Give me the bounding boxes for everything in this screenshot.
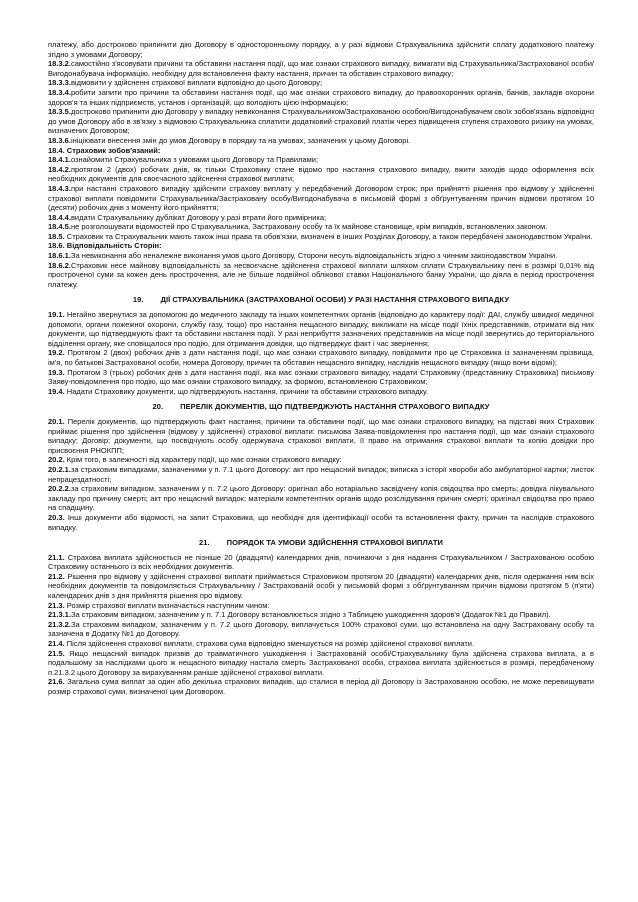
clause-paragraph xyxy=(48,387,594,397)
clause-number: 18.4.4. xyxy=(48,212,71,222)
clause-paragraph xyxy=(48,553,594,572)
clause-paragraph xyxy=(48,601,594,611)
clause-number: 18.6.1. xyxy=(48,251,71,261)
clause-number: 18.6.2. xyxy=(48,260,71,270)
clause-number: 21.3. xyxy=(48,600,65,610)
clause-text: Перелік документів, що підтверджують факт настання, причини та обставини події, що має ознаки страхового випадку, на підставі яких Страховик приймає рішення про здійснення (відмову у здійсненні) страхової виплати: письмова Заява-повідомлення про настання події, що має ознаки страхового випадку; Договір; документи, що посвідчують особу одержувача страхової виплати, її право на отримання страхової виплати та копію довідки про присвоєння РНОКПП; xyxy=(48,416,594,455)
clause-number: 18.3.6. xyxy=(48,135,71,145)
clause-number: 18.4. xyxy=(48,145,65,155)
section-heading: 19. ДІЇ СТРАХУВАЛЬНИКА (ЗАСТРАХОВАНОЇ ОСОБИ) У РАЗІ НАСТАННЯ СТРАХОВОГО ВИПАДКУ xyxy=(132,295,510,305)
clause-paragraph xyxy=(48,455,594,465)
clause-paragraph xyxy=(48,484,594,513)
clause-paragraph xyxy=(48,88,594,107)
clause-number: 19.4. xyxy=(48,386,65,396)
clause-text: За страховим випадком, зазначеним у п. 7.1 Договору встановлюється згідно з Таблицею ушкодження здоров'я (Додаток №1 до Правил). xyxy=(70,610,551,620)
clause-number: 21.5. xyxy=(48,648,65,658)
clause-number: 20.2.2. xyxy=(48,484,71,494)
clause-paragraph xyxy=(48,610,594,620)
clause-text: самостійно з'ясовувати причини та обставини настання події, що має ознаки страхового випадку, вимагати від Страхувальника/Застрахованої особи/Вигодонабувача інформацію, необхідну для встановлення факту настання, причин та обставин страхового випадку; xyxy=(48,59,594,78)
clause-paragraph xyxy=(48,620,594,639)
clause-text: Розмір страхової виплати визначається наступним чином: xyxy=(66,600,270,610)
clause-number: 18.3.3. xyxy=(48,78,71,88)
clause-paragraph xyxy=(48,107,594,136)
clause-paragraph xyxy=(48,261,594,290)
clause-paragraph xyxy=(48,348,594,367)
clause-text: Протягом 3 (трьох) робочих днів з дати настання події, яка має ознаки страхового випадку, надати Страховику (представнику Страховика) письмову Заяву-повідомлення про подію, що має ознаки страхового випадку, за формою, встановленою Страховиком; xyxy=(48,367,594,387)
clause-number: 19.3. xyxy=(48,367,65,377)
clause-paragraph xyxy=(48,155,594,165)
clause-paragraph xyxy=(48,513,594,532)
clause-text: За страховим випадком, зазначеним у п. 7.2 цього Договору, виплачується 100% страхової суми, що встановлена на одну Застраховану особу та зазначена в Додатку №1 до Договору. xyxy=(48,619,594,639)
clause-text: протягом 2 (двох) робочих днів, як тільки Страховику стане відомо про настання страхового випадку, вжити заходів щодо оформлення всіх необхідних документів для своєчасного здійснення страхової виплати; xyxy=(48,164,594,184)
clause-text: Страховик несе майнову відповідальність за несвоєчасне здійснення страхової виплати шляхом сплати Страхувальнику пені в розмірі 0,01% від простроченої суми за кожен день прострочення, але не більше подвійної облікової ставки Національного банку України, що діяла в період прострочення платежу. xyxy=(48,260,594,289)
clause-text: за страховим випадком, зазначеним у п. 7.2 цього Договору: оригінал або нотаріально засвідчену копія свідоцтва про смерть; довідка лікувального закладу про причину смерті; акт про нещасний випадок; матеріали компетентних органів щодо розслідування причин смерті; оригінал свідоцтва про право на спадщину. xyxy=(48,484,594,513)
clause-text: Якщо нещасний випадок призвів до травматичного ушкодження і Застрахованій особі/Страхувальнику була здійснена страхова виплата, а в подальшому за наслідками цього ж нещасного випадку настала смерть Застрахованої особи, страхова виплата здійснюється в розмірі, передбаченому п.21.3.2 цього Договору за вирахуванням раніше здійсненої страхової виплати. xyxy=(48,648,594,677)
clause-paragraph xyxy=(48,146,594,156)
clause-text: Відповідальність Сторін: xyxy=(66,241,162,251)
clause-text: Страхова виплата здійснюється не пізніше 20 (двадцяти) календарних днів, починаючи з дня надання Страхувальником / Застрахованою особою Страховику останнього із всіх необхідних документів. xyxy=(48,552,594,572)
clause-number: 20.2. xyxy=(48,455,65,465)
clause-paragraph xyxy=(48,417,594,455)
clause-paragraph xyxy=(48,572,594,601)
clause-number: 21.3.2. xyxy=(48,619,71,629)
clause-paragraph xyxy=(48,465,594,484)
clause-text: За невиконання або неналежне виконання умов цього Договору, Сторони несуть відповідальність згідно з чинним законодавством України. xyxy=(70,251,558,261)
clause-text: Інші документи або відомості, на запит Страховика, що необхідні для ідентифікації особи та встановлення факту, причин та наслідків страхового випадку. xyxy=(48,512,594,532)
clause-paragraph xyxy=(48,222,594,232)
clause-text: Рішення про відмову у здійсненні страхової виплати приймається Страховиком протягом 20 (двадцяти) календарних днів, після одержання ним всіх необхідних документів та повідомляється Страхувальнику / Застрахованій особі у письмовій формі з обґрунтуванням причин відмови протягом 5 (п'яти) календарних днів з дня прийняття рішення про відмову. xyxy=(48,571,594,601)
clause-number: 19.1. xyxy=(48,310,65,320)
clause-number: 19.2. xyxy=(48,348,65,358)
clause-text: Страховик та Страхувальник мають також інші права та обов'язки, визначені в інших Розділах Договору, а також передбачені законодавством України. xyxy=(66,231,593,241)
clause-text: за страховим випадками, зазначеними у п. 7.1 цього Договору: акт про нещасний випадок; виписка з історії хвороби або амбулаторної картки; листок непрацездатності; xyxy=(48,464,594,484)
clause-number: 21.2. xyxy=(48,571,65,581)
clause-text: Протягом 2 (двох) робочих днів з дати настання події, що має ознаки страхового випадку, повідомити про це Страховика із зазначенням прізвища, ім'я, по батькові Застрахованої особи, номера Договору, причин та обставин нещасного випадку, наслідків нещасного випадку (якщо вони відомі); xyxy=(48,348,594,367)
clause-number: 18.4.2. xyxy=(48,164,71,174)
clause-paragraph xyxy=(48,184,594,213)
clause-number: 18.4.1. xyxy=(48,155,71,165)
clause-number: 20.2.1. xyxy=(48,464,71,474)
clause-paragraph xyxy=(48,165,594,184)
clause-number: 18.3.4. xyxy=(48,87,71,97)
clause-paragraph xyxy=(48,232,594,242)
clause-paragraph xyxy=(48,368,594,387)
clause-text: ініціювати внесення змін до умов Договору в порядку та на умовах, зазначених у цьому Договорі. xyxy=(70,135,411,145)
clause-text: при настанні страхового випадку здійснити страхову виплату у передбачений Договором строк; при прийнятті рішення про відмову у здійсненні страхової виплати повідомити Страхувальника/Застраховану особу/Вигодонабувача в письмовій формі з обґрунтуванням причин відмови протягом 10 (десяти) робочих днів з моменту його прийняття; xyxy=(48,183,594,213)
clause-paragraph xyxy=(48,649,594,678)
clause-paragraph xyxy=(48,241,594,251)
clause-paragraph xyxy=(48,213,594,223)
clause-text: достроково припинити дію Договору у випадку невиконання Страхувальником/Застрахованою особою/Вигодонабувачем своїх зобов'язань відповідно до умов Договору або в зв'язку з відмовою Страхувальника сплатити додатковий страховий платіж через підвищення ступеня страхового ризику на умовах, визначених Договором; xyxy=(48,107,594,136)
clause-number: 18.3.2. xyxy=(48,59,71,69)
clause-text: не розголошувати відомостей про Страхувальника, Застраховану особу та їх майнове становище, крім випадків, встановлених законом. xyxy=(70,222,548,232)
clause-number: 18.4.3. xyxy=(48,183,71,193)
clause-number: 21.3.1. xyxy=(48,610,71,620)
section-heading: 21. ПОРЯДОК ТА УМОВИ ЗДІЙСНЕННЯ СТРАХОВОЇ ВИПЛАТИ xyxy=(199,538,443,548)
clause-number: 21.4. xyxy=(48,639,65,649)
clause-paragraph xyxy=(48,78,594,88)
clause-text: Крім того, в залежності від характеру події, що має ознаки страхового випадку: xyxy=(66,455,342,465)
clause-text: робити запити про причини та обставини настання події, що має ознаки страхового випадку, до правоохоронних органів, банків, закладів охорони здоров'я та інших підприємств, установ і організацій, що володіють цією інформацією; xyxy=(48,87,594,107)
document-page xyxy=(48,40,594,697)
clause-paragraph xyxy=(48,310,594,348)
clause-text: видати Страхувальнику дублікат Договору у разі втрати його примірника; xyxy=(70,212,327,222)
clause-text: Загальна сума виплат за один або декілька страхових випадків, що сталися в період дії Договору із Застрахованою особою, не може перевищувати розмір страхової суми, визначеної цим Договором. xyxy=(48,677,594,696)
clause-text: Страховик зобов'язаний: xyxy=(66,145,161,155)
clause-number: 20.3. xyxy=(48,512,65,522)
clause-text: Надати Страховику документи, що підтверджують настання, причини та обставини страхового випадку. xyxy=(66,386,429,396)
clause-number: 18.6. xyxy=(48,241,65,251)
clause-number: 18.3.5. xyxy=(48,107,71,117)
clause-text: платежу, або достроково припинити дію Договору в односторонньому порядку, а у разі відмови Страхувальника здійснити сплату додаткового платежу згідно з умовами Договору; xyxy=(48,40,594,59)
clause-text: Негайно звернутися за допомогою до медичного закладу та інших компетентних органів (відповідно до характеру події: ДАІ, службу швидкої медичної допомоги, органи пожежної охорони, службу газу, тощо) про настання нещасного випадку, викликати на місце події їхніх представників, отримати від них документи, що підтверджують факт та обставини настання події. У разі неприбуття зазначених представників на місце події звернутись до територіального відділення органу, яке сповіщалося про подію, для отримання довідки, що підтверджує факт і час звернення; xyxy=(48,310,594,348)
section-heading: 20. ПЕРЕЛІК ДОКУМЕНТІВ, ЩО ПІДТВЕРДЖУЮТЬ НАСТАННЯ СТРАХОВОГО ВИПАДКУ xyxy=(152,402,490,412)
clause-paragraph xyxy=(48,677,594,696)
clause-number: 21.6. xyxy=(48,677,65,687)
clause-text: Після здійснення страхової виплати, страхова сума відповідно зменшується на розмір здійсненої страхової виплати. xyxy=(66,639,475,649)
clause-number: 21.1. xyxy=(48,552,65,562)
clause-paragraph xyxy=(48,136,594,146)
clause-paragraph xyxy=(48,251,594,261)
clause-paragraph xyxy=(48,639,594,649)
clause-paragraph xyxy=(48,40,594,59)
clause-number: 18.4.5. xyxy=(48,222,71,232)
clause-text: ознайомити Страхувальника з умовами цього Договору та Правилами; xyxy=(70,155,319,165)
clause-paragraph xyxy=(48,59,594,78)
clause-number: 18.5. xyxy=(48,231,65,241)
clause-number: 20.1. xyxy=(48,416,65,426)
clause-text: відмовити у здійсненні страхової виплати відповідно до цього Договору; xyxy=(70,78,323,88)
